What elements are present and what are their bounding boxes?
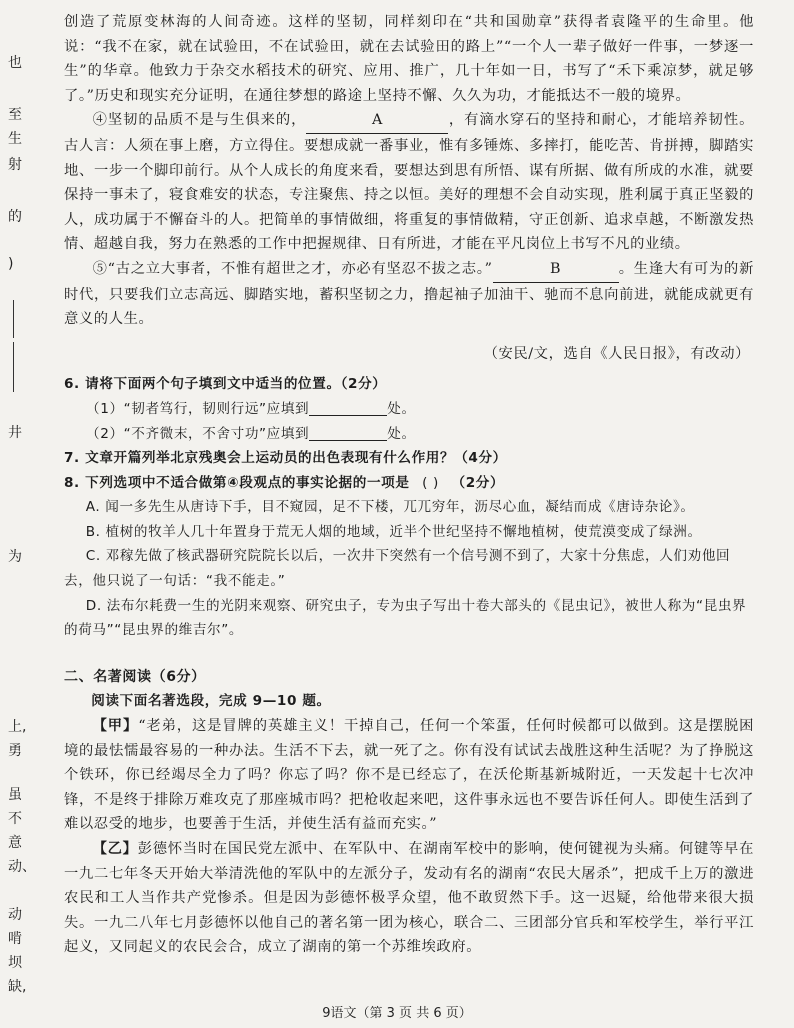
margin-char: 勇: [8, 743, 22, 759]
question-6: 6. 请将下面两个句子填到文中适当的位置。（2分）: [64, 376, 387, 393]
answer-blank-6-1[interactable]: [309, 399, 387, 416]
excerpt-jia-tag: 【甲】: [92, 718, 139, 735]
paragraph-4-lead: ④坚韧的品质不是与生俱来的，: [92, 112, 307, 129]
option-c: C. 邓稼先做了核武器研究院院长以后，一次井下突然有一个信号测不到了，大家十分焦虑，人们劝他回去，他只说了一句话：“我不能走。”: [64, 548, 731, 590]
excerpt-yi: [64, 837, 754, 960]
margin-char: 上,: [8, 719, 27, 735]
passage-paragraph-4: [64, 108, 754, 257]
q8-stem: 8. 下列选项中不适合做第④段观点的事实论据的一项是: [64, 474, 410, 491]
answer-blank-6-2[interactable]: [309, 424, 387, 441]
question-8: [64, 471, 754, 496]
margin-char: 至: [8, 107, 22, 123]
passage-paragraph-5: [64, 257, 754, 332]
margin-char: 动: [8, 907, 22, 923]
paragraph-5-body: 。生逢大有可为的新时代，只要我们立志高远、脚踏实地，蓄积坚韧之力，撸起袖子加油干、驰而不息向前进，就能成就更有意义的人生。: [64, 260, 755, 328]
margin-char: 缺,: [8, 979, 27, 995]
passage-paragraph-3: 创造了荒原变林海的人间奇迹。这样的坚韧，同样刻印在“共和国勋章”获得者袁隆平的生命里。他说：“我不在家，就在试验田，不在试验田，就在去试验田的路上”“一个人一辈子做好一件事，一梦逐一生”的华章。他致力于杂交水稻技术的研究、应用、推广，几十年如一日，书写了“禾下乘凉梦，就足够了。”历史和现实充分证明，在通往梦想的路途上坚持不懈、久久为功，才能抵达不一般的境界。: [64, 14, 754, 104]
q8-points: （2分）: [451, 474, 505, 491]
margin-char: 为: [8, 549, 22, 565]
margin-char: 井: [8, 425, 22, 441]
margin-char: 虽: [8, 787, 22, 803]
margin-char: 射: [8, 157, 22, 173]
margin-char: ): [8, 256, 14, 272]
q6-2-text: （2）“不齐微末，不舍寸功”应填到: [86, 425, 310, 442]
margin-divider: [13, 342, 14, 392]
q6-1-suffix: 处。: [387, 400, 416, 417]
margin-char: 也: [8, 55, 22, 71]
excerpt-jia-text: “老弟，这是冒牌的英雄主义！干掉自己，任何一个笨蛋，任何时候都可以做到。这是摆脱困境的最怯懦最容易的一种办法。生活不下去，就一死了之。你有没有试试去战胜这种生活呢？为了挣脱这个铁环，你已经竭尽全力了吗？你忘了吗？你不是已经忘了，在沃伦斯基新城附近，一天发起十七次冲锋，不是终于排除万难攻克了那座城市吗？把枪收起来吧，这件事永远也不要告诉任何人。即使生活到了难以忍受的地步，也要善于生活，并使生活有益而充实。”: [64, 718, 754, 833]
excerpt-yi-tag: 【乙】: [92, 841, 138, 857]
excerpt-yi-text: 彭德怀当时在国民党左派中、在军队中、在湖南军校中的影响，使何键视为头痛。何键等早在一九二七年冬天开始大举清洗他的军队中的左派分子，发动有名的湖南“农民大屠杀”，把成千上万的激进农民和工人当作共产党惨杀。但是因为彭德怀极孚众望，他不敢贸然下手。这一迟疑，给他带来很大损失。一九二八年七月彭德怀以他自己的著名第一团为核心，联合二、三团部分官兵和军校学生，举行平江起义，又同起义的农民会合，成立了湖南的第一个苏维埃政府。: [64, 841, 754, 956]
section-2-title: 二、名著阅读（6分）: [64, 668, 206, 685]
paragraph-4-body: ，有滴水穿石的坚持和耐心，才能培养韧性。古人言：人须在事上磨，方立得住。要想成就一番事业，惟有多锤炼、多摔打，能吃苦、肯拼搏，脚踏实地、一步一个脚印前行。从个人成长的角度来看，要想达到思有所悟、谋有所据、做有所成的水准，就要保持一事未了，寝食难安的状态，专注聚焦、持之以恒。美好的理想不会自动实现，胜利属于真正坚毅的人，成功属于不懈奋斗的人。把简单的事情做细，将重复的事情做精，守正创新、追求卓越，不断激发热情、超越自我，努力在熟悉的工作中把握规律、日有所进，才能在平凡岗位上书写不凡的业绩。: [64, 112, 754, 253]
option-d: D. 法布尔耗费一生的光阴来观察、研究虫子，专为虫子写出十卷大部头的《昆虫记》，被世人称为“昆虫界的荷马”“昆虫界的维吉尔”。: [64, 597, 747, 639]
margin-char: 坝: [8, 955, 22, 971]
section-2-instruction: 阅读下面名著选段，完成 9—10 题。: [91, 693, 331, 710]
page-content: [64, 10, 754, 960]
q6-2-suffix: 处。: [387, 425, 416, 442]
blank-a: A: [306, 108, 448, 134]
margin-divider: [13, 300, 14, 338]
question-6-item-2: [64, 422, 754, 447]
excerpt-jia: [64, 714, 754, 837]
passage-source: （安民/文，选自《人民日报》，有改动）: [483, 345, 750, 362]
paragraph-5-quote: ⑤“古之立大事者，不惟有超世之才，亦必有坚忍不拔之志。”: [92, 260, 493, 277]
page-footer: 9语文（第 3 页 共 6 页）: [322, 1006, 472, 1021]
margin-char: 意: [8, 835, 22, 851]
binding-margin: [0, 0, 48, 1028]
blank-b: B: [493, 257, 619, 283]
option-a: A. 闻一多先生从唐诗下手，目不窥园，足不下楼，兀兀穷年，沥尽心血，凝结而成《唐诗杂论》。: [85, 499, 695, 516]
margin-char: 不: [8, 811, 22, 827]
question-7: 7. 文章开篇列举北京残奥会上运动员的出色表现有什么作用？（4分）: [64, 450, 507, 467]
question-6-item-1: [64, 397, 754, 422]
margin-char: 动、: [8, 859, 36, 875]
answer-paren-8[interactable]: ( ): [422, 474, 439, 491]
q6-1-text: （1）“韧者笃行，韧则行远”应填到: [86, 400, 310, 417]
margin-char: 的: [8, 209, 22, 225]
margin-char: 啃: [8, 931, 22, 947]
option-b: B. 植树的牧羊人几十年置身于荒无人烟的地域，近半个世纪坚持不懈地植树，使荒漠变成了绿洲。: [85, 523, 702, 540]
margin-char: 生: [8, 131, 22, 147]
